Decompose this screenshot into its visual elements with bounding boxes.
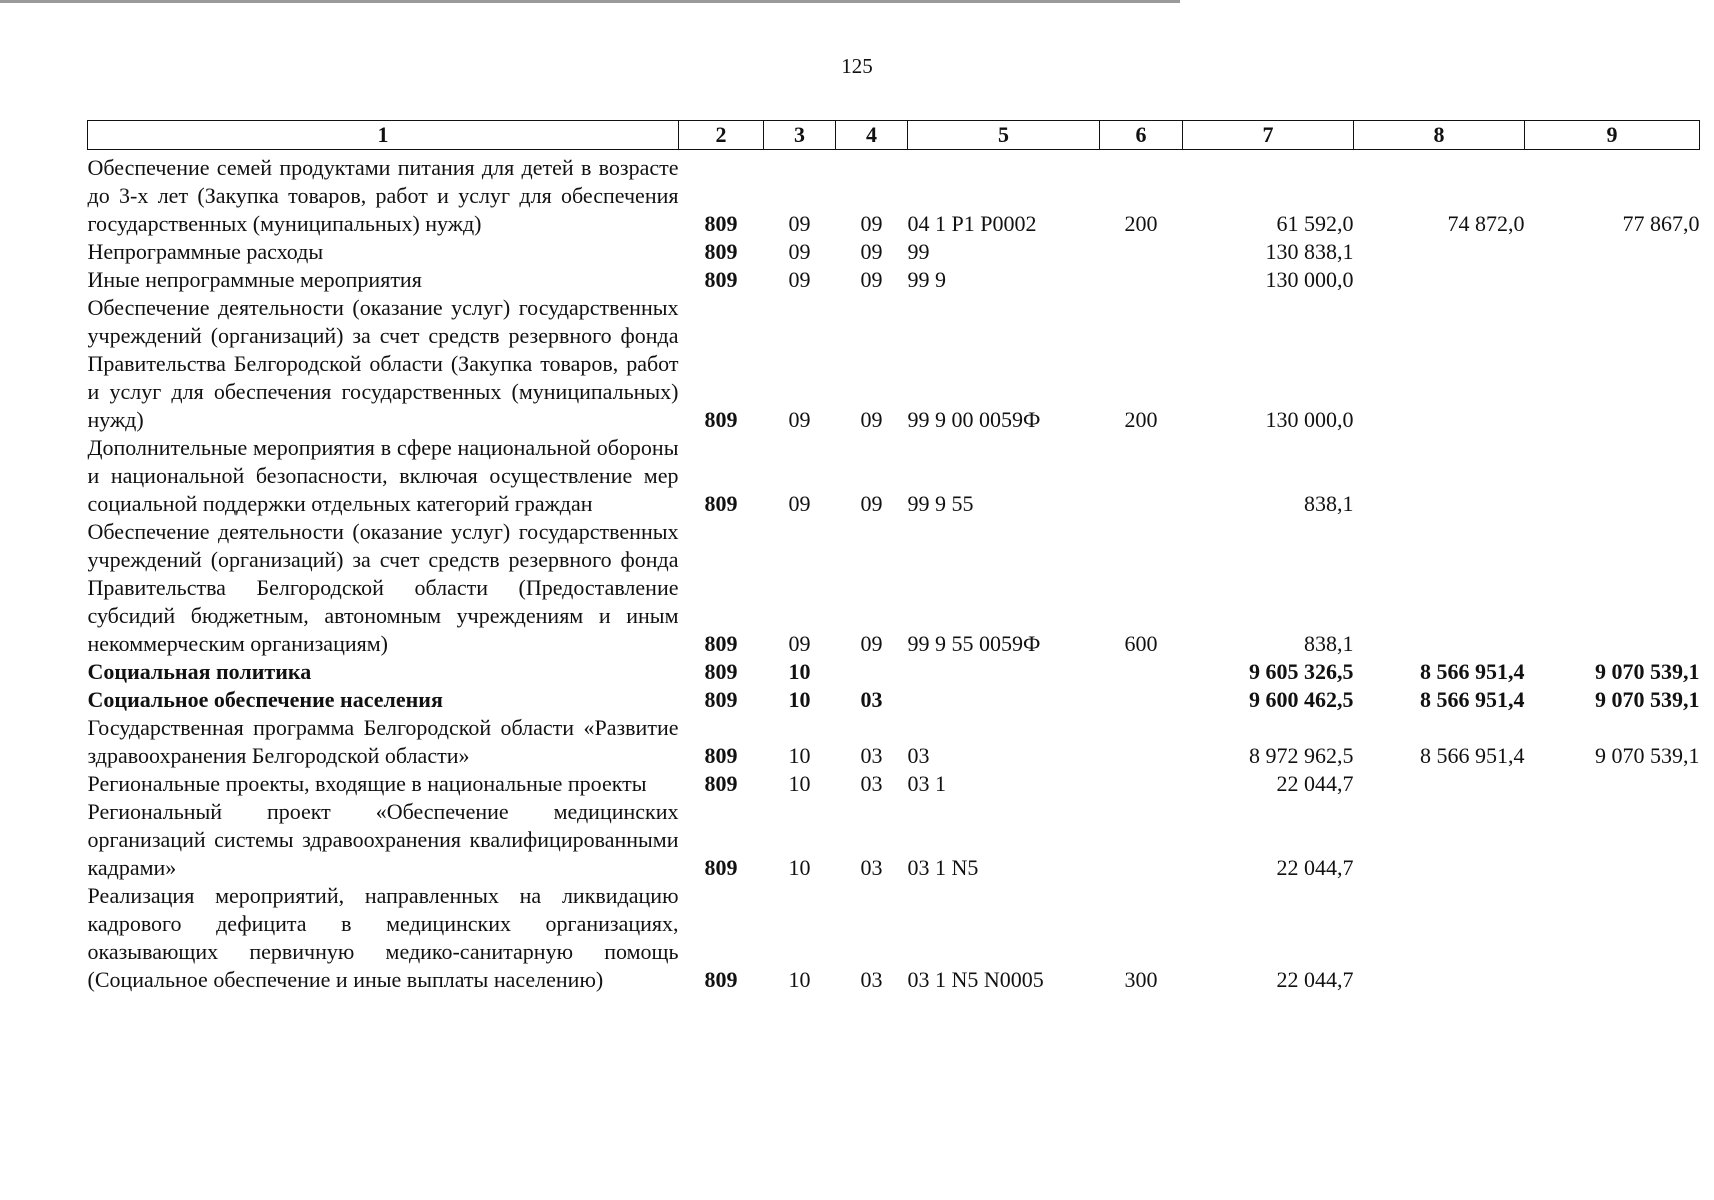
row-ministry-code: 809 <box>704 687 738 712</box>
row-amount-col7: 9 600 462,5 <box>1249 687 1354 712</box>
row-section-code: 10 <box>788 743 811 768</box>
row-description: Обеспечение семей продуктами питания для детей в возрасте до 3-х лет (Закупка товаров, работ и услуг для обеспечения государственных (муниципальных) нужд) <box>87 155 679 236</box>
row-expense-type: 200 <box>1124 407 1158 432</box>
col-header-4: 4 <box>836 121 908 150</box>
row-section-code: 10 <box>788 687 811 712</box>
row-target-code <box>908 686 1100 714</box>
row-subsection-code: 09 <box>860 267 883 292</box>
col-header-2: 2 <box>679 121 764 150</box>
row-amount-col9: 77 867,0 <box>1622 211 1700 236</box>
row-section-code: 09 <box>788 267 811 292</box>
row-amount-col8 <box>1354 434 1525 518</box>
row-amount-col7: 22 044,7 <box>1276 967 1354 992</box>
row-ministry-code: 809 <box>704 631 738 656</box>
row-amount-col8 <box>1354 770 1525 798</box>
row-target-code: 04 1 P1 P0002 <box>907 211 1037 236</box>
row-amount-col8: 8 566 951,4 <box>1420 659 1525 684</box>
row-ministry-code: 809 <box>704 211 738 236</box>
row-expense-type: 200 <box>1124 211 1158 236</box>
row-section-code: 10 <box>788 771 811 796</box>
row-section-code: 10 <box>788 967 811 992</box>
row-ministry-code: 809 <box>704 855 738 880</box>
table-row <box>88 658 1700 686</box>
col-header-8: 8 <box>1354 121 1525 150</box>
row-expense-type <box>1100 266 1183 294</box>
row-amount-col8: 74 872,0 <box>1447 211 1525 236</box>
row-description: Дополнительные мероприятия в сфере национальной обороны и национальной безопасности, включая осуществление мер социальной поддержки отдельных категорий граждан <box>87 435 679 516</box>
row-target-code: 03 1 <box>907 771 946 796</box>
col-header-9: 9 <box>1525 121 1700 150</box>
row-amount-col9 <box>1525 770 1700 798</box>
row-description: Иные непрограммные мероприятия <box>87 267 422 292</box>
row-expense-type <box>1100 798 1183 882</box>
row-description: Региональный проект «Обеспечение медицинских организаций системы здравоохранения квалифицированными кадрами» <box>87 799 679 880</box>
table-row <box>88 150 1700 239</box>
row-expense-type <box>1100 238 1183 266</box>
table-row <box>88 798 1700 882</box>
row-amount-col8 <box>1354 798 1525 882</box>
row-section-code: 10 <box>788 855 811 880</box>
row-expense-type <box>1100 658 1183 686</box>
row-target-code <box>908 658 1100 686</box>
row-ministry-code: 809 <box>704 267 738 292</box>
row-description: Социальная политика <box>87 659 312 684</box>
row-section-code: 09 <box>788 239 811 264</box>
header-row <box>88 121 1700 150</box>
row-ministry-code: 809 <box>704 239 738 264</box>
row-target-code: 03 1 N5 N0005 <box>907 967 1044 992</box>
table-row <box>88 714 1700 770</box>
row-amount-col7: 130 000,0 <box>1265 267 1354 292</box>
row-description: Государственная программа Белгородской области «Развитие здравоохранения Белгородской области» <box>87 715 679 768</box>
row-expense-type: 600 <box>1124 631 1158 656</box>
row-amount-col8: 8 566 951,4 <box>1420 743 1525 768</box>
row-amount-col8 <box>1354 238 1525 266</box>
row-description: Обеспечение деятельности (оказание услуг) государственных учреждений (организаций) за счет средств резервного фонда Правительства Белгородской области (Закупка товаров, работ и услуг для обеспечения государственных (муниципальных) нужд) <box>87 295 679 432</box>
table-header <box>88 121 1700 150</box>
table-row <box>88 518 1700 658</box>
row-description: Непрограммные расходы <box>87 239 324 264</box>
col-header-5: 5 <box>908 121 1100 150</box>
row-section-code: 10 <box>788 659 811 684</box>
row-subsection-code: 09 <box>860 491 883 516</box>
table-row <box>88 266 1700 294</box>
row-amount-col7: 22 044,7 <box>1276 855 1354 880</box>
row-target-code: 99 <box>907 239 930 264</box>
row-description: Обеспечение деятельности (оказание услуг) государственных учреждений (организаций) за счет средств резервного фонда Правительства Белгородской области (Предоставление субсидий бюджетным, автономным учреждениям и иным некоммерческим организациям) <box>87 519 679 656</box>
col-header-3: 3 <box>764 121 836 150</box>
table-row <box>88 434 1700 518</box>
row-target-code: 99 9 55 0059Ф <box>907 631 1041 656</box>
row-subsection-code: 09 <box>860 407 883 432</box>
row-ministry-code: 809 <box>704 491 738 516</box>
table-row <box>88 686 1700 714</box>
row-target-code: 03 1 N5 <box>907 855 979 880</box>
row-amount-col9 <box>1525 798 1700 882</box>
row-target-code: 99 9 55 <box>907 491 974 516</box>
row-amount-col9 <box>1525 434 1700 518</box>
row-ministry-code: 809 <box>704 967 738 992</box>
row-amount-col7: 130 838,1 <box>1265 239 1354 264</box>
table-row <box>88 770 1700 798</box>
row-amount-col9 <box>1525 294 1700 434</box>
row-expense-type <box>1100 686 1183 714</box>
row-subsection-code: 03 <box>860 743 883 768</box>
row-target-code: 99 9 00 0059Ф <box>907 407 1041 432</box>
table-row <box>88 238 1700 266</box>
row-description: Социальное обеспечение населения <box>87 687 443 712</box>
row-amount-col9 <box>1525 518 1700 658</box>
row-amount-col9: 9 070 539,1 <box>1595 659 1700 684</box>
row-amount-col7: 22 044,7 <box>1276 771 1354 796</box>
table-row <box>88 882 1700 994</box>
row-amount-col8 <box>1354 882 1525 994</box>
row-ministry-code: 809 <box>704 743 738 768</box>
row-amount-col9 <box>1525 882 1700 994</box>
row-ministry-code: 809 <box>704 771 738 796</box>
table-row <box>88 294 1700 434</box>
row-subsection-code <box>836 658 908 686</box>
row-ministry-code: 809 <box>704 659 738 684</box>
col-header-1: 1 <box>88 121 679 150</box>
row-amount-col7: 838,1 <box>1304 491 1354 516</box>
row-description: Региональные проекты, входящие в национальные проекты <box>87 771 647 796</box>
row-section-code: 09 <box>788 491 811 516</box>
row-section-code: 09 <box>788 631 811 656</box>
row-amount-col8 <box>1354 294 1525 434</box>
row-amount-col7: 9 605 326,5 <box>1249 659 1354 684</box>
row-amount-col7: 61 592,0 <box>1276 211 1354 236</box>
row-amount-col8 <box>1354 518 1525 658</box>
row-amount-col7: 130 000,0 <box>1265 407 1354 432</box>
row-amount-col9 <box>1525 238 1700 266</box>
row-amount-col9: 9 070 539,1 <box>1595 687 1700 712</box>
row-expense-type <box>1100 770 1183 798</box>
row-subsection-code: 09 <box>860 631 883 656</box>
col-header-7: 7 <box>1183 121 1354 150</box>
table-body <box>88 150 1700 995</box>
row-expense-type <box>1100 714 1183 770</box>
row-expense-type: 300 <box>1124 967 1158 992</box>
row-amount-col9: 9 070 539,1 <box>1595 743 1700 768</box>
row-amount-col9 <box>1525 266 1700 294</box>
row-description: Реализация мероприятий, направленных на ликвидацию кадрового дефицита в медицинских организациях, оказывающих первичную медико-санитарную помощь (Социальное обеспечение и иные выплаты населению) <box>87 883 679 992</box>
row-amount-col7: 8 972 962,5 <box>1249 743 1354 768</box>
row-subsection-code: 09 <box>860 239 883 264</box>
row-expense-type <box>1100 434 1183 518</box>
row-target-code: 03 <box>907 743 930 768</box>
row-subsection-code: 09 <box>860 211 883 236</box>
row-amount-col8 <box>1354 266 1525 294</box>
row-subsection-code: 03 <box>860 967 883 992</box>
row-amount-col7: 838,1 <box>1304 631 1354 656</box>
row-subsection-code: 03 <box>860 855 883 880</box>
scan-edge <box>0 0 1180 3</box>
col-header-6: 6 <box>1100 121 1183 150</box>
row-section-code: 09 <box>788 211 811 236</box>
row-subsection-code: 03 <box>860 771 883 796</box>
page-number: 125 <box>841 54 873 78</box>
row-ministry-code: 809 <box>704 407 738 432</box>
row-target-code: 99 9 <box>907 267 946 292</box>
row-amount-col8: 8 566 951,4 <box>1420 687 1525 712</box>
budget-table <box>87 120 1700 994</box>
row-subsection-code: 03 <box>860 687 883 712</box>
row-section-code: 09 <box>788 407 811 432</box>
